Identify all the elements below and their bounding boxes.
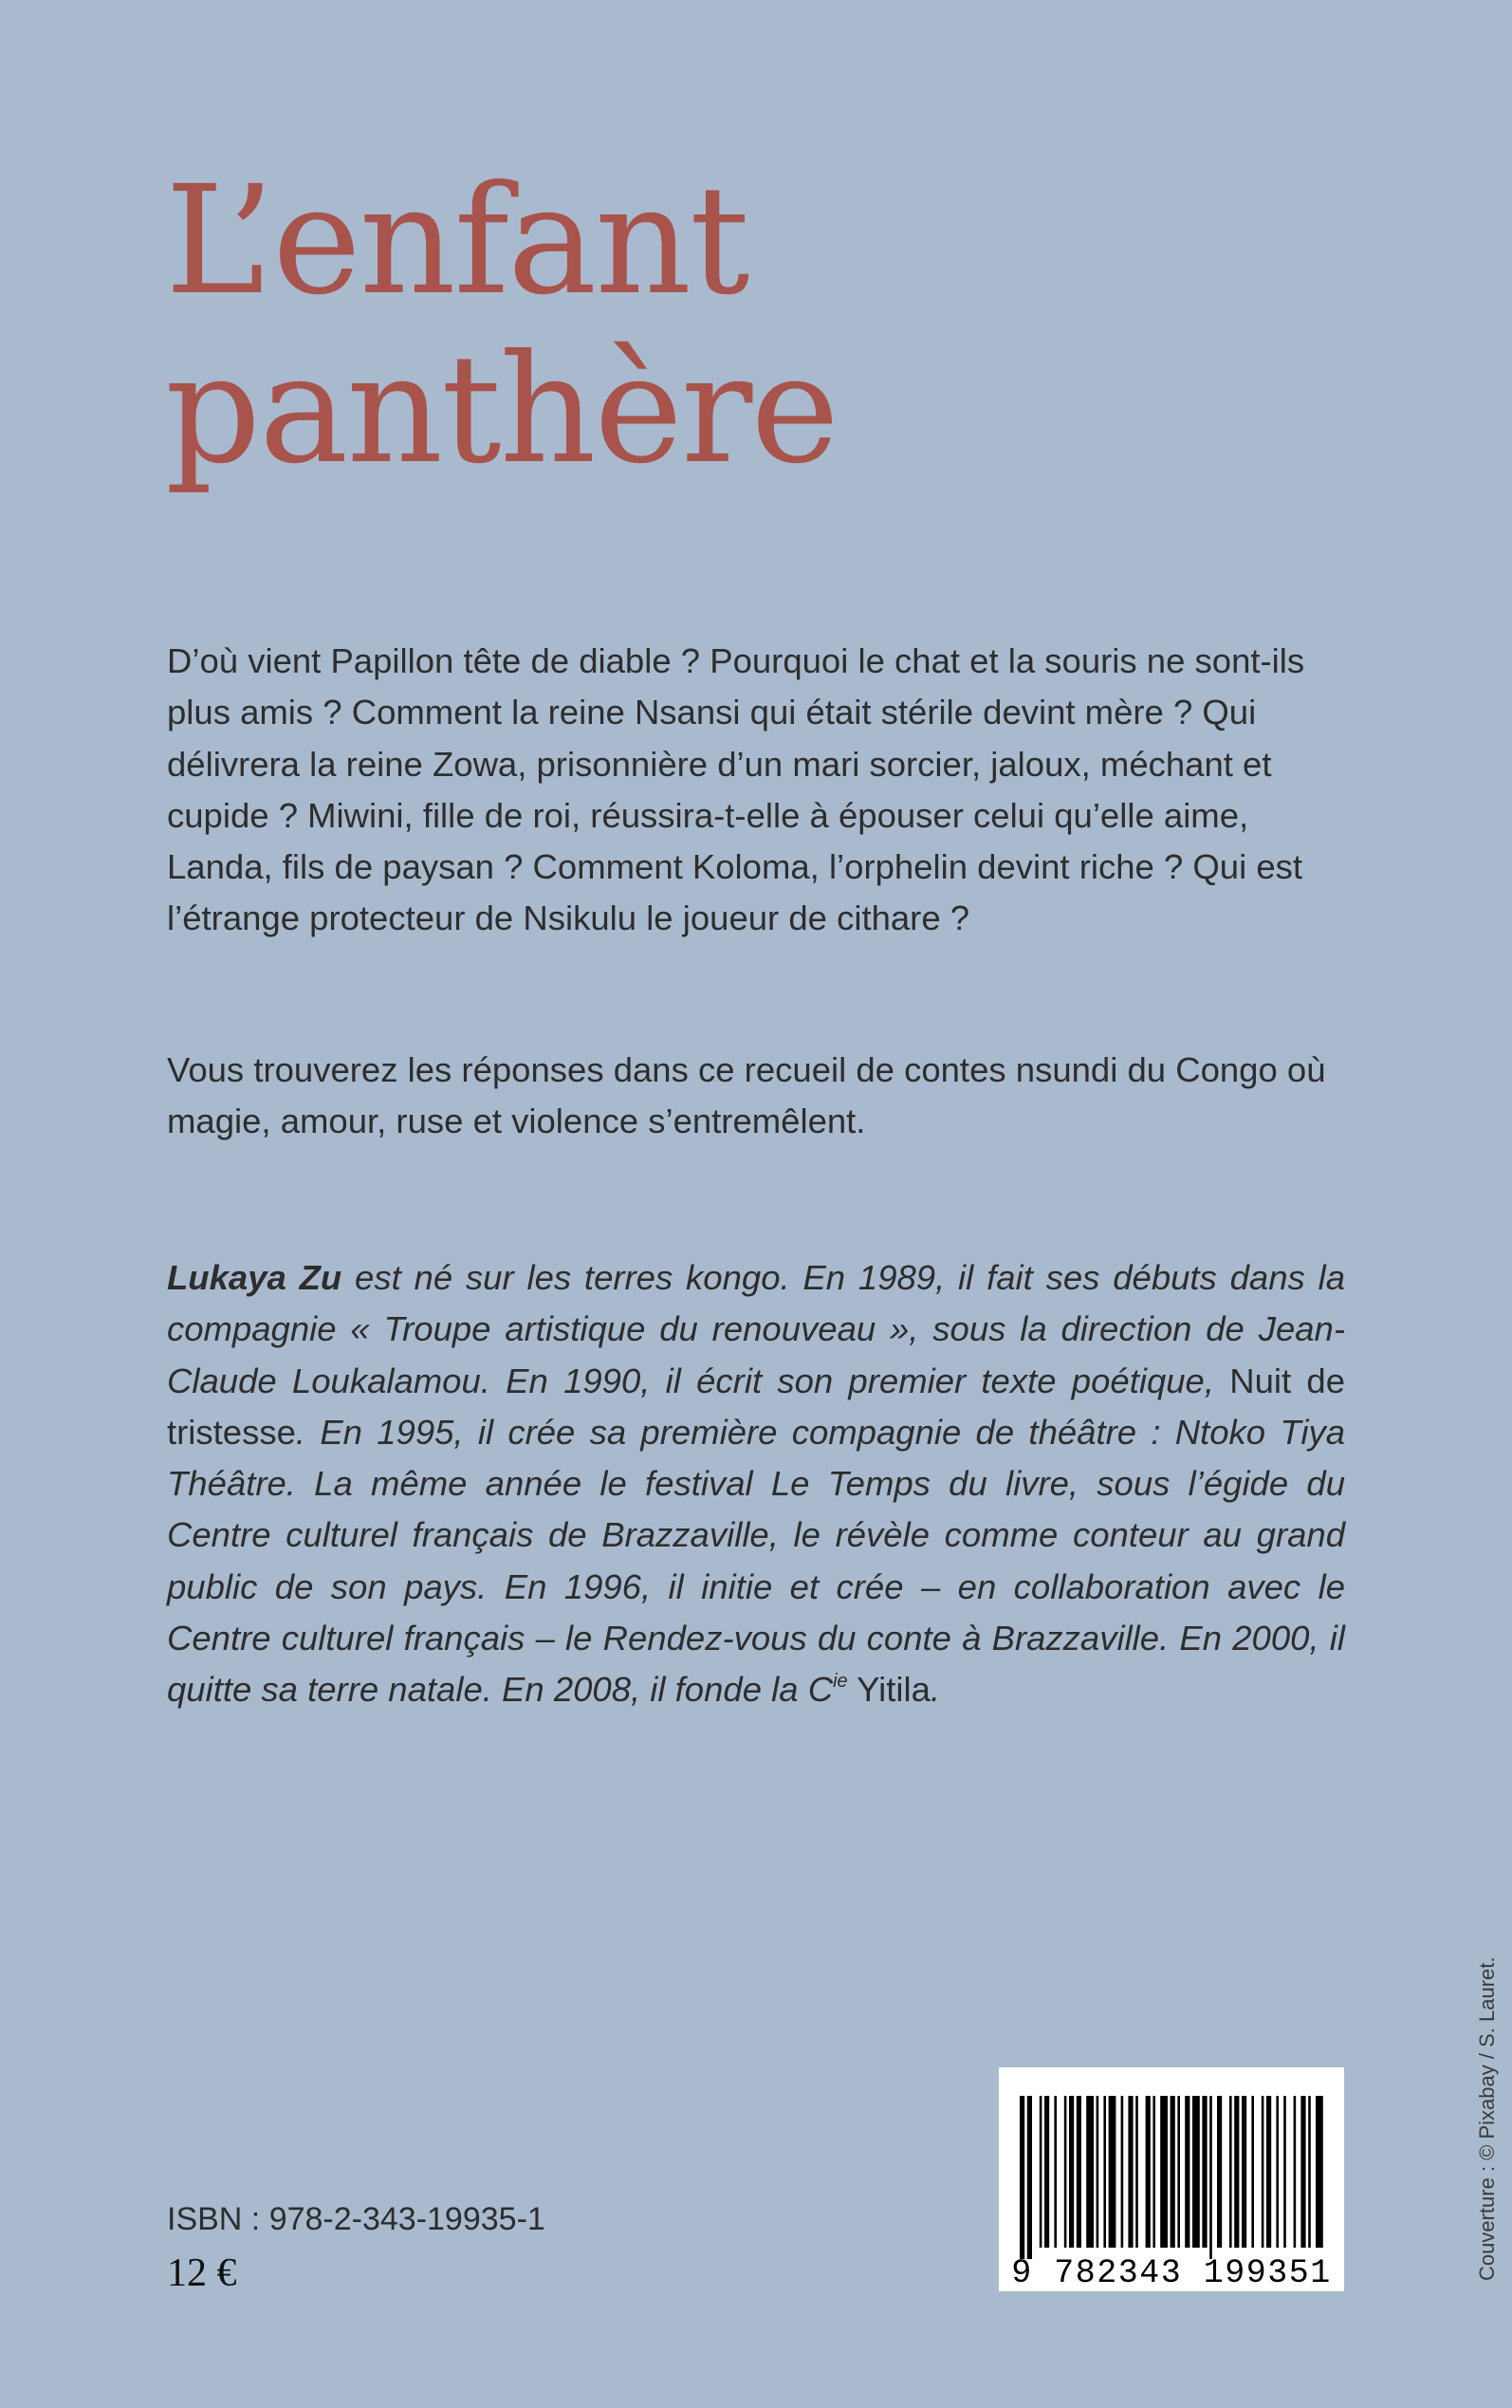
- barcode-bar: [1294, 2096, 1297, 2248]
- blurb-paragraph-2: Vous trouverez les réponses dans ce recueil de contes nsundi du Congo où magie, amour, ruse et violence s’entremêlent.: [167, 1050, 1326, 1141]
- barcode-bar: [1300, 2096, 1305, 2248]
- barcode-bar: [1044, 2096, 1049, 2248]
- barcode-bar: [1152, 2096, 1155, 2248]
- barcode-bar: [1064, 2096, 1067, 2248]
- barcode-bar: [1077, 2096, 1081, 2248]
- barcode-bar: [1262, 2096, 1264, 2248]
- author-bio: [167, 1252, 1345, 1716]
- bio-text-2: . En 1995, il crée sa première compagnie de théâtre : Ntoko Tiya Théâtre. La même année le festival Le Temps du livre, sous l’égide du Centre culturel français de Brazzaville, le révèle comme conteur au grand public de son pays. En 1996, il initie et crée – en collaboration avec le Centre culturel français – le Rendez-vous du conte à Brazzaville. En 2000, il quitte sa terre natale. En 2008, il fonde la C: [167, 1412, 1345, 1710]
- barcode-bar: [1229, 2096, 1232, 2248]
- bio-superscript: ie: [833, 1671, 848, 1693]
- barcode-bar: [1283, 2096, 1286, 2248]
- barcode-bar: [1040, 2096, 1042, 2248]
- bio-work-title: Nuit de tristesse: [167, 1361, 1345, 1452]
- barcode-bar: [1234, 2096, 1239, 2248]
- barcode-bar: [1276, 2096, 1279, 2248]
- bio-text-1: est né sur les terres kongo. En 1989, il fait ses débuts dans la compagnie « Troupe artistique du renouveau », sous la direction de Jean-Claude Loukalamou. En 1990, il écrit son premier texte poétique,: [167, 1258, 1345, 1400]
- barcode-bar: [1020, 2096, 1024, 2259]
- bio-company-name: Yitila: [847, 1670, 931, 1710]
- barcode-bar: [1103, 2096, 1106, 2248]
- barcode-bar: [1086, 2096, 1094, 2248]
- barcode-image: [999, 2067, 1344, 2291]
- barcode: [999, 2067, 1344, 2291]
- barcode-bar: [1027, 2096, 1032, 2259]
- blurb-paragraph-1: D’où vient Papillon tête de diable ? Pourquoi le chat et la souris ne sont-ils plus amis ? Comment la reine Nsansi qui était stérile devint mère ? Qui délivrera la reine Zowa, prisonnière d’un mari sorcier, jaloux, méchant et cupide ? Miwini, fille de roi, réussira-t-elle à épouser celui qu’elle aime, Landa, fils de paysan ? Comment Koloma, l’orphelin devint riche ? Qui est l’étrange protecteur de Nsikulu le joueur de cithare ?: [167, 641, 1305, 938]
- book-title: [165, 154, 838, 497]
- barcode-bar: [1160, 2096, 1168, 2248]
- barcode-bar: [1209, 2096, 1212, 2259]
- barcode-bar: [1308, 2096, 1311, 2248]
- book-title-line-1: L’enfant: [165, 154, 748, 328]
- barcode-bar: [1266, 2096, 1271, 2248]
- barcode-bars: [1020, 2096, 1323, 2259]
- barcode-bar: [1192, 2096, 1200, 2248]
- barcode-bar: [1054, 2096, 1057, 2248]
- barcode-bar: [1242, 2096, 1246, 2248]
- barcode-bar: [1135, 2096, 1138, 2248]
- barcode-bar: [1202, 2096, 1207, 2248]
- barcode-bar: [1171, 2096, 1175, 2248]
- bio-end: .: [930, 1670, 941, 1710]
- author-name: Lukaya Zu: [167, 1258, 342, 1297]
- barcode-bar: [1251, 2096, 1254, 2248]
- barcode-bar: [1177, 2096, 1180, 2248]
- barcode-bar: [1185, 2096, 1189, 2248]
- barcode-bar: [1217, 2096, 1222, 2248]
- barcode-bar: [1109, 2096, 1116, 2248]
- cover-credit: Couverture : © Pixabay / S. Lauret.: [1475, 1956, 1499, 2281]
- isbn-number: ISBN : 978-2-343-19935-1: [167, 2201, 545, 2237]
- barcode-bar: [1146, 2096, 1151, 2248]
- barcode-bar: [1316, 2096, 1323, 2248]
- barcode-digits: 9 782343 199351: [1011, 2254, 1332, 2291]
- barcode-bar: [1097, 2096, 1099, 2248]
- book-title-line-2: panthère: [165, 323, 838, 497]
- barcode-bar: [1121, 2096, 1124, 2248]
- barcode-bar: [1128, 2096, 1133, 2248]
- price: 12 €: [167, 2251, 237, 2295]
- barcode-bar: [1069, 2096, 1074, 2248]
